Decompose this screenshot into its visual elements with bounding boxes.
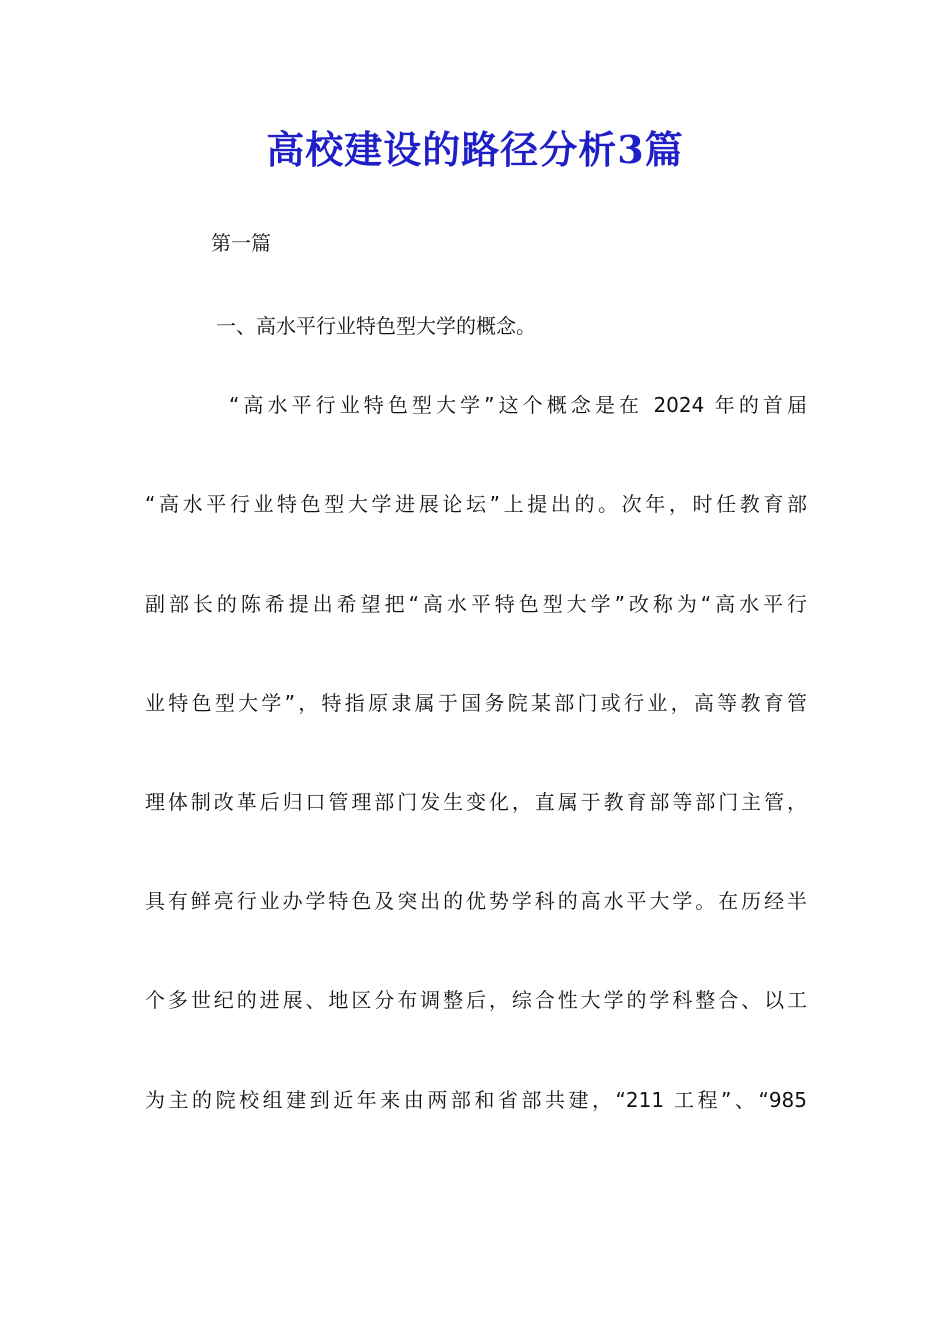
paragraph-line: “高水平行业特色型大学”这个概念是在 2024 年的首届 — [229, 393, 807, 417]
paragraph-line: 副部长的陈希提出希望把“高水平特色型大学”改称为“高水平行 — [145, 592, 807, 616]
section-label: 第一篇 — [211, 231, 271, 255]
paragraph-line: 为主的院校组建到近年来由两部和省部共建，“211 工程”、“985 — [145, 1088, 807, 1112]
paragraph-line: 个多世纪的进展、地区分布调整后，综合性大学的学科整合、以工 — [145, 988, 807, 1012]
paragraph-line: “高水平行业特色型大学进展论坛”上提出的。次年，时任教育部 — [145, 492, 807, 516]
section-heading: 一、高水平行业特色型大学的概念。 — [216, 314, 536, 338]
document-title: 高校建设的路径分析3篇 — [266, 127, 684, 172]
paragraph-line: 业特色型大学”，特指原隶属于国务院某部门或行业，高等教育管 — [145, 691, 807, 715]
paragraph-line: 理体制改革后归口管理部门发生变化，直属于教育部等部门主管， — [145, 790, 807, 814]
paragraph-line: 具有鲜亮行业办学特色及突出的优势学科的高水平大学。在历经半 — [145, 889, 807, 913]
